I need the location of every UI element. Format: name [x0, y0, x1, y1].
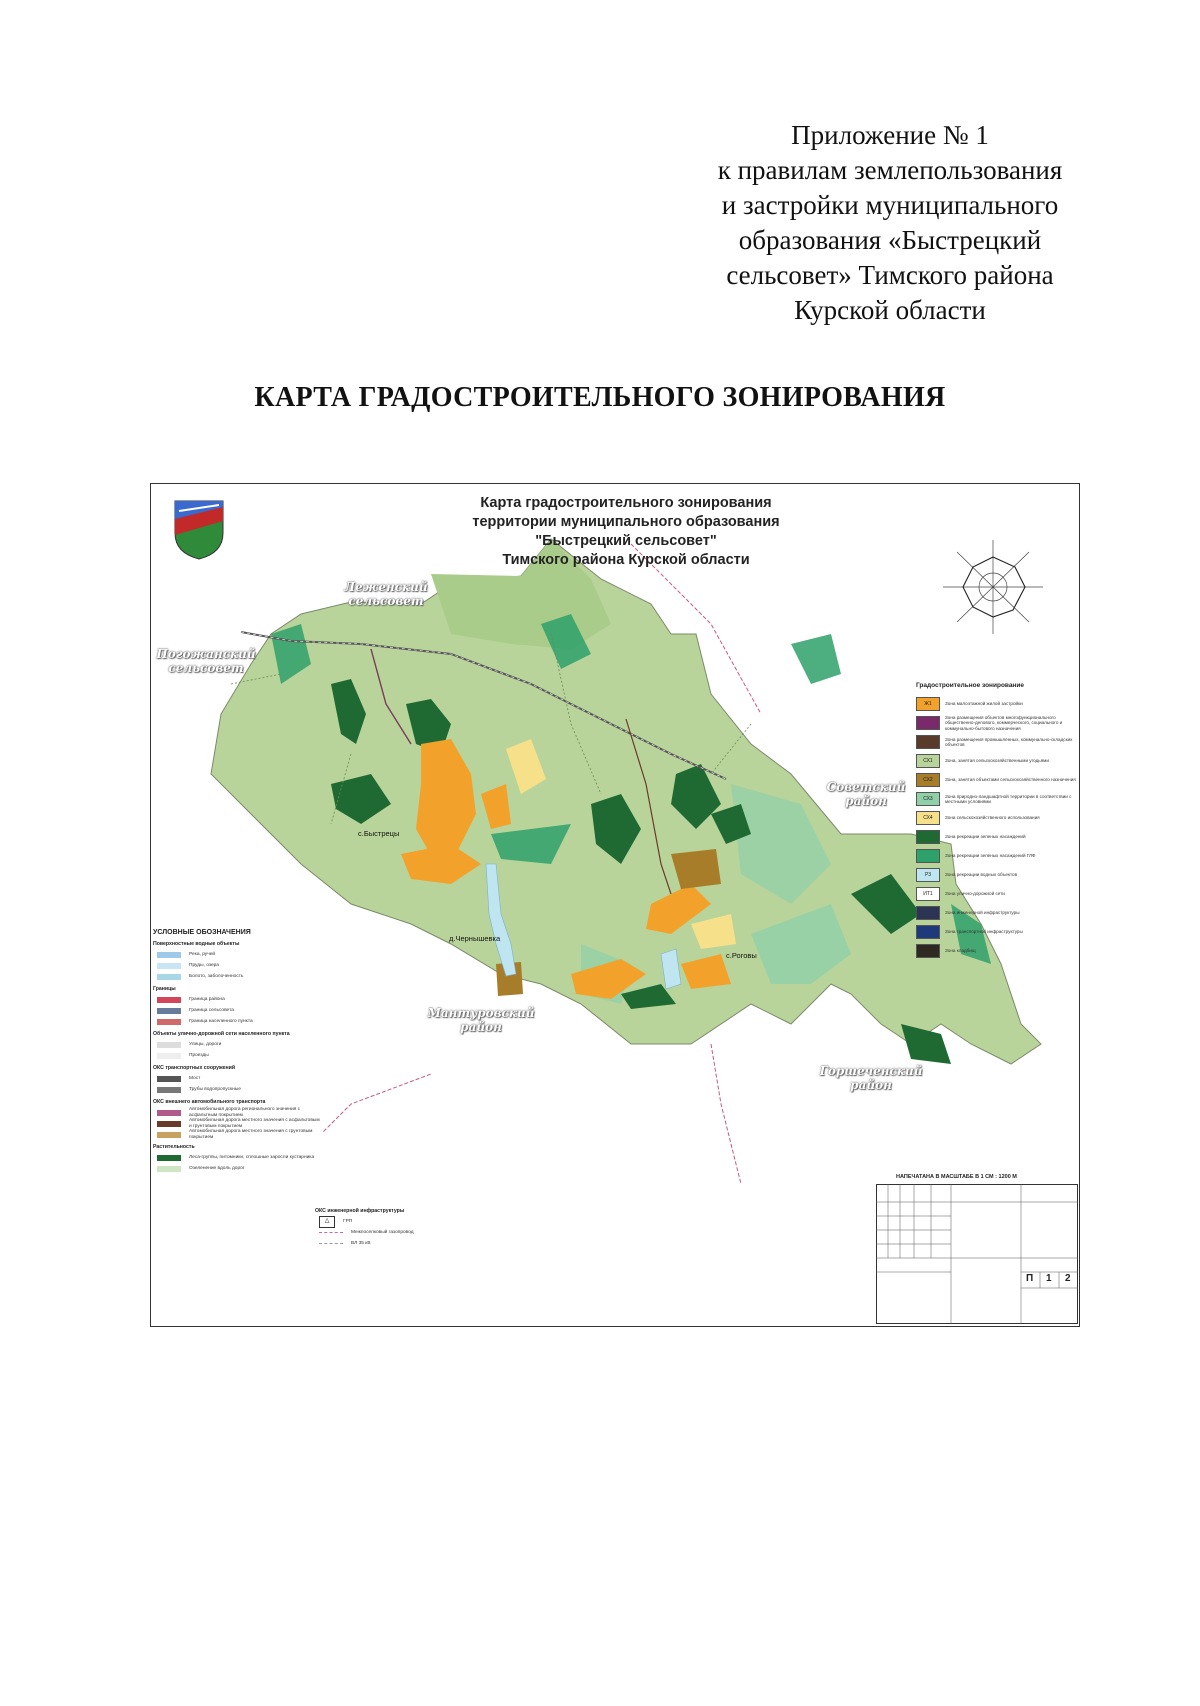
legend-label: Болото, заболоченность: [189, 973, 244, 979]
legend-row: [157, 994, 323, 1005]
zone-label: Зона размещения промышленных, коммунально-складских объектов: [945, 736, 1073, 747]
legend-group-heading: Растительность: [153, 1144, 195, 1150]
legend-group-heading: ОКС внешнего автомобильного транспорта: [153, 1099, 266, 1105]
infra-legend-text: ГРП: [343, 1218, 353, 1224]
legend-label: Автомобильная дорога местного значения с асфальтовым и грунтовым покрытием: [189, 1118, 320, 1129]
infra-legend-row: [319, 1216, 473, 1227]
zoning-legend-row: [916, 942, 1076, 960]
map-title: [381, 494, 871, 570]
legend-label: Мост: [189, 1075, 201, 1081]
infra-legend-row: [319, 1227, 473, 1238]
neighbor-line: Горшеченский: [819, 1064, 923, 1078]
infra-legend-text: ВЛ 35 кВ: [351, 1240, 371, 1246]
zone-label: Зона транспортной инфраструктуры: [945, 929, 1023, 935]
zone-label: Зона сельскохозяйственного использования: [945, 815, 1040, 821]
legend-row: [157, 1039, 323, 1050]
settlement-label: с.Роговы: [726, 951, 757, 960]
scale-text: НАПЕЧАТАНА В МАСШТАБЕ В 1 СМ : 1200 М: [896, 1174, 1017, 1180]
sheet-total: 2: [1065, 1273, 1071, 1284]
legend-swatch: [157, 974, 181, 980]
neighbor-label-bottom: [416, 1006, 546, 1034]
infra-legend: [313, 1204, 473, 1249]
neighbor-line: сельсовет: [168, 661, 244, 675]
legend-row: [157, 960, 323, 971]
legend-row: [157, 1129, 323, 1140]
legend-label: Автомобильная дорога местного значения с грунтовым покрытием: [189, 1129, 313, 1140]
sheet-label: П: [1026, 1273, 1034, 1284]
neighbor-line: район: [850, 1078, 892, 1092]
zone-label: Зона улично-дорожной сети: [945, 891, 1005, 897]
neighbor-label-right: [811, 780, 921, 808]
neighbor-label-left: [151, 647, 261, 675]
appendix-line: к правилам землепользования: [717, 155, 1063, 185]
legend-swatch: [157, 1019, 181, 1025]
legend-group-heading: ОКС транспортных сооружений: [153, 1065, 236, 1071]
zone-label: Зона, занятая объектами сельскохозяйственного назначения: [945, 777, 1076, 783]
zone-label: Зона рекреации зеленых насаждений ГЛФ: [945, 853, 1036, 859]
power-line-swatch: [319, 1243, 343, 1244]
legend-label: Трубы водопропускные: [189, 1086, 241, 1092]
neighbor-line: сельсовет: [348, 594, 424, 608]
zone-swatch: [916, 849, 940, 863]
legend-row: [157, 1152, 323, 1163]
zone-swatch: СХ4: [916, 811, 940, 825]
legend-swatch: [157, 1155, 181, 1161]
legend-swatch: [157, 997, 181, 1003]
legend-row: [157, 1084, 323, 1095]
zone-label: Зона, занятая сельскохозяйственными угодьями: [945, 758, 1049, 764]
neighbor-line: район: [460, 1020, 502, 1034]
forest-glf-zone: [791, 634, 841, 684]
zone-swatch: [916, 735, 940, 749]
zone-label: Зона рекреации водных объектов: [945, 872, 1018, 878]
wind-rose-icon: [933, 532, 1053, 642]
zoning-legend: [916, 682, 1076, 961]
appendix-block: [660, 118, 1120, 328]
legend-row: [157, 971, 323, 982]
legend-group-heading: Границы: [153, 986, 176, 992]
legend-label: Проезды: [189, 1052, 209, 1058]
appendix-line: образования «Быстрецкий: [738, 225, 1042, 255]
legend-label: Леса-группы, питомники, сплошные заросли кустарника: [189, 1154, 315, 1160]
legend-group-heading: Поверхностные водные объекты: [153, 941, 240, 947]
appendix-line: сельсовет» Тимского района: [726, 260, 1054, 290]
legend-row: [157, 1005, 323, 1016]
map-title-line: территории муниципального образования: [472, 514, 780, 530]
legend-swatch: [157, 1166, 181, 1172]
legend-label: Граница сельсовета: [189, 1007, 234, 1013]
appendix-line: и застройки муниципального: [721, 190, 1059, 220]
legend-row: [157, 1107, 323, 1118]
zone-label: Зона инженерной инфраструктуры: [945, 910, 1020, 916]
legend-label: Автомобильная дорога регионального значения с асфальтным покрытием: [189, 1107, 301, 1118]
legend-swatch: [157, 1053, 181, 1059]
appendix-line: Приложение № 1: [791, 120, 989, 150]
neighbor-line: Леженский: [344, 580, 428, 594]
zoning-legend-row: [916, 714, 1076, 732]
infra-legend-text: Межпоселковый газопровод: [351, 1229, 414, 1235]
legend-swatch: [157, 1121, 181, 1127]
zone-swatch: ИТ1: [916, 887, 940, 901]
legend-label: Озеленение вдоль дорог: [189, 1165, 245, 1171]
title-block: [876, 1184, 1078, 1324]
legend-row: [157, 1163, 323, 1174]
zone-label: Зона размещения объектов многофункционального общественно-делового, коммерческого, социального и коммунально-бытового назначения: [945, 714, 1063, 731]
legend-row: [157, 1016, 323, 1027]
zoning-legend-row: [916, 847, 1076, 865]
sheet-number: 1: [1046, 1273, 1052, 1284]
legend-swatch: [157, 1110, 181, 1116]
zone-label: Зона природно-ландшафтной территории в соответствии с местными условиями: [945, 793, 1072, 804]
map-title-line: Карта градостроительного зонирования: [480, 495, 772, 511]
legend-label: Граница населенного пункта: [189, 1018, 253, 1024]
settlement-label: с.Быстрецы: [358, 829, 400, 838]
zoning-legend-row: [916, 828, 1076, 846]
legend-swatch: [157, 1008, 181, 1014]
neighbor-line: Советский: [826, 780, 906, 794]
neighbor-label-bottom-right: [806, 1064, 936, 1092]
zoning-legend-row: [916, 885, 1076, 903]
triangle-icon: △: [319, 1216, 335, 1228]
legend-swatch: [157, 1042, 181, 1048]
zoning-map: [150, 483, 1080, 1327]
zone-swatch: [916, 716, 940, 730]
zone-label: Зона кладбищ: [945, 948, 976, 954]
document-title: КАРТА ГРАДОСТРОИТЕЛЬНОГО ЗОНИРОВАНИЯ: [254, 382, 946, 413]
zoning-legend-row: [916, 809, 1076, 827]
legend-row: [157, 1050, 323, 1061]
legend-label: Улицы, дороги: [189, 1041, 222, 1047]
emblem-icon: [171, 497, 227, 563]
settlement-label: д.Чернышевка: [449, 934, 501, 943]
legend-row: [157, 1118, 323, 1129]
zone-label: Зона рекреации зеленых насаждений: [945, 834, 1026, 840]
legend-swatch: [157, 1087, 181, 1093]
legend-swatch: [157, 1076, 181, 1082]
zoning-legend-title: Градостроительное зонирование: [916, 682, 1024, 689]
gas-pipe-swatch: [319, 1232, 343, 1233]
legend-label: Граница района: [189, 996, 225, 1002]
legend-swatch: [157, 963, 181, 969]
neighbor-line: Мантуровский: [427, 1006, 535, 1020]
neighbor-line: район: [845, 794, 887, 808]
zoning-legend-row: [916, 923, 1076, 941]
legend-title: УСЛОВНЫЕ ОБОЗНАЧЕНИЯ: [153, 929, 251, 936]
zone-swatch: [916, 925, 940, 939]
zoning-legend-row: [916, 752, 1076, 770]
legend-swatch: [157, 952, 181, 958]
zone-label: Зона малоэтажной жилой застройки: [945, 701, 1023, 707]
zoning-legend-row: [916, 771, 1076, 789]
zone-swatch: СХ2: [916, 773, 940, 787]
zone-swatch: СХ3: [916, 792, 940, 806]
district-boundary-line: [711, 1044, 741, 1184]
legend-label: Река, ручей: [189, 951, 216, 957]
neighbor-label-top: [331, 580, 441, 608]
legend-group-heading: Объекты улично-дорожной сети населенного пункта: [153, 1031, 290, 1037]
infra-legend-title: ОКС инженерной инфраструктуры: [315, 1208, 405, 1214]
zoning-legend-row: [916, 790, 1076, 808]
zoning-legend-row: [916, 695, 1076, 713]
zoning-legend-row: [916, 904, 1076, 922]
zoning-legend-row: [916, 866, 1076, 884]
appendix-line: Курской области: [794, 295, 986, 325]
map-legend: [151, 924, 323, 1325]
neighbor-line: Погожанский: [156, 647, 256, 661]
zone-swatch: СХ1: [916, 754, 940, 768]
infra-legend-row: [319, 1238, 473, 1249]
legend-row: [157, 1073, 323, 1084]
zone-swatch: Р3: [916, 868, 940, 882]
zone-swatch: [916, 906, 940, 920]
map-title-line: "Быстрецкий сельсовет": [535, 533, 717, 549]
zone-swatch: Ж1: [916, 697, 940, 711]
map-title-line: Тимского района Курской области: [502, 552, 750, 568]
legend-row: [157, 949, 323, 960]
zone-swatch: [916, 830, 940, 844]
legend-swatch: [157, 1132, 181, 1138]
zoning-legend-row: [916, 733, 1076, 751]
legend-label: Пруды, озера: [189, 962, 219, 968]
zone-swatch: [916, 944, 940, 958]
